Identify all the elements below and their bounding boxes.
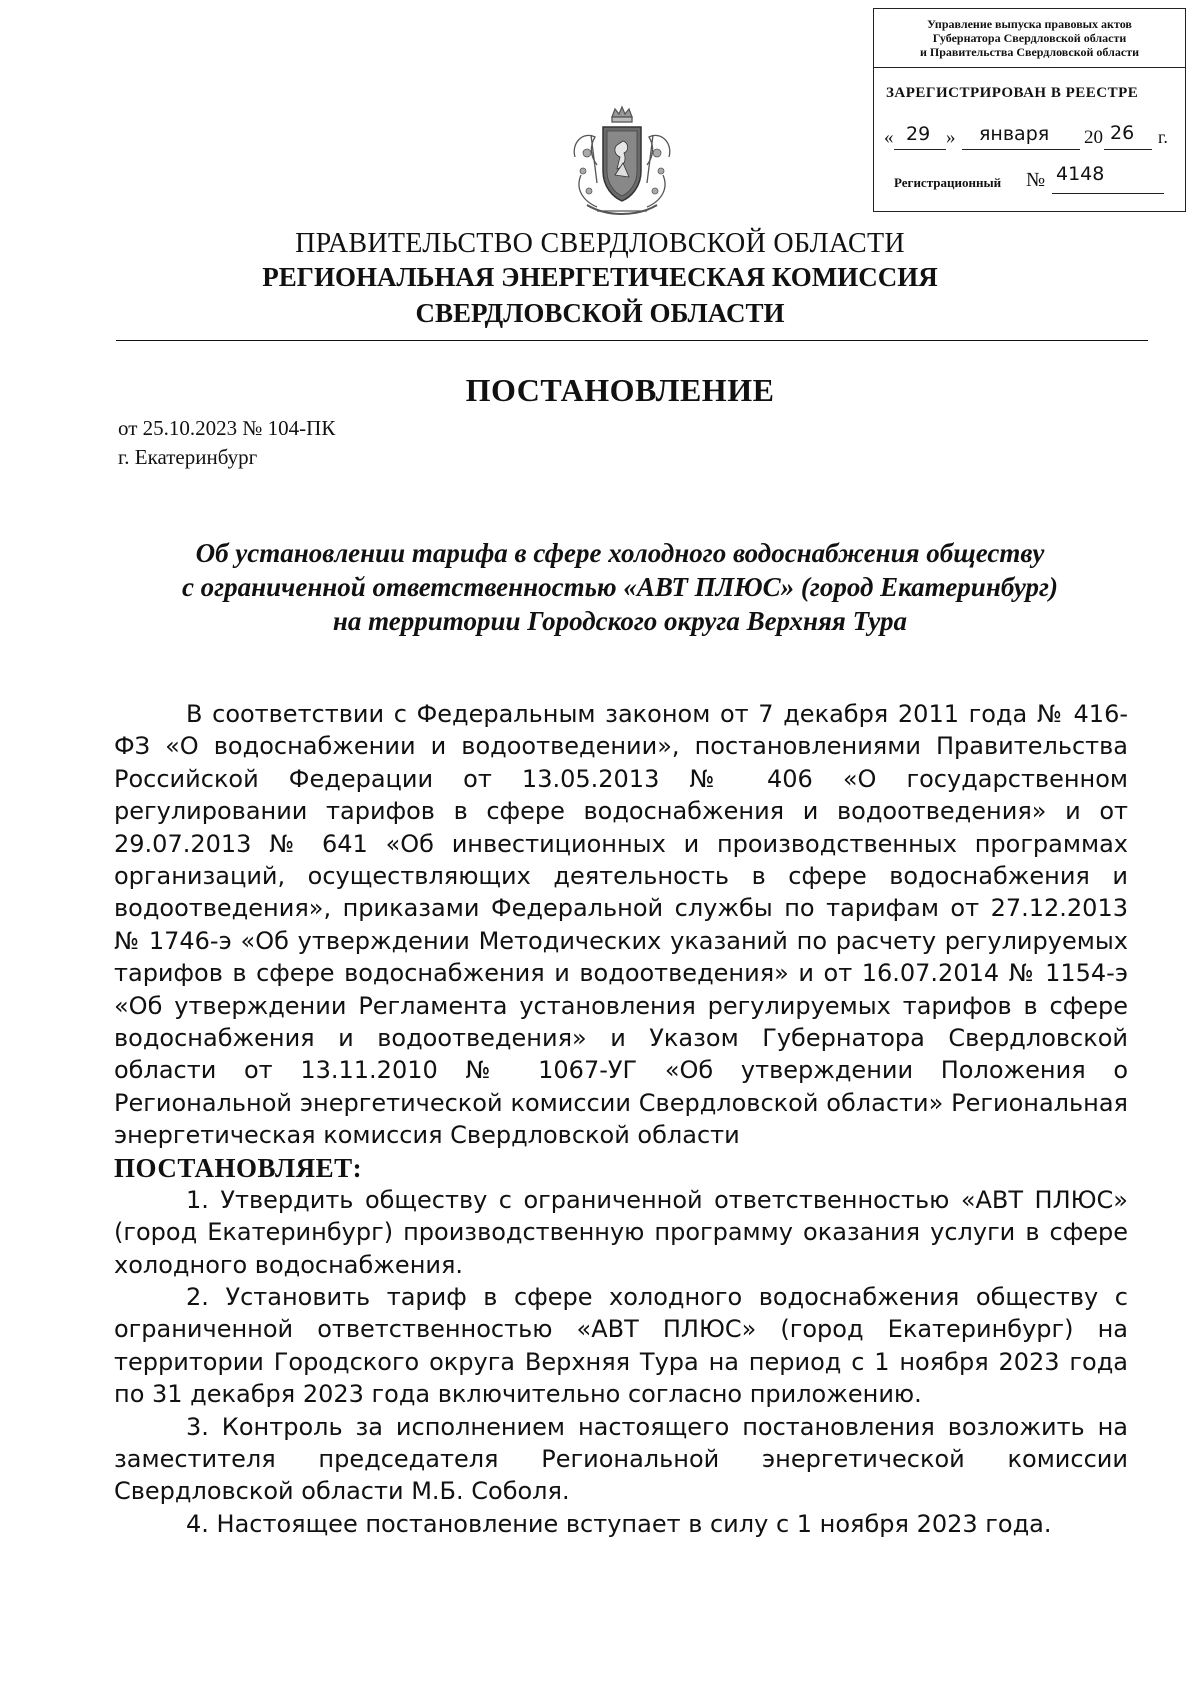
stamp-registration-number: [894, 163, 1184, 199]
document-body: [114, 698, 1128, 1540]
decree-item: 3. Контроль за исполнением настоящего постановления возложить на заместителя председателя Региональной энергетической комиссии Свердловской области М.Б. Соболя.: [114, 1412, 1128, 1506]
decree-item: 4. Настоящее постановление вступает в силу с 1 ноября 2023 года.: [186, 1509, 1052, 1538]
government-title: ПРАВИТЕЛЬСТВО СВЕРДЛОВСКОЙ ОБЛАСТИ: [295, 228, 905, 259]
stamp-date-year-prefix: 20: [1084, 127, 1103, 148]
coat-of-arms-icon: [567, 105, 677, 225]
decree-item: 1. Утвердить обществу с ограниченной ответственностью «АВТ ПЛЮС» (город Екатеринбург) производственную программу оказания услуги в сфере холодного водоснабжения.: [114, 1185, 1128, 1279]
subject-line: Об установлении тарифа в сфере холодного водоснабжения обществу: [195, 538, 1045, 568]
stamp-header-line: Управление выпуска правовых актов: [927, 17, 1132, 31]
stamp-date-close-quote: »: [946, 127, 956, 148]
stamp-header: [874, 9, 1185, 68]
stamp-reg-label: Регистрационный: [894, 175, 1002, 190]
stamp-num-sign: №: [1026, 169, 1046, 191]
stamp-registered-label: ЗАРЕГИСТРИРОВАН В РЕЕСТРЕ: [886, 85, 1139, 101]
commission-title: РЕГИОНАЛЬНАЯ ЭНЕРГЕТИЧЕСКАЯ КОМИССИЯ: [262, 262, 938, 292]
subject-line: с ограниченной ответственностью «АВТ ПЛЮС» (город Екатеринбург): [181, 572, 1059, 602]
document-date-number: от 25.10.2023 № 104-ПК: [118, 416, 336, 440]
stamp-date-day: 29: [906, 123, 931, 145]
decree-heading: ПОСТАНОВЛЯЕТ:: [114, 1152, 363, 1183]
stamp-reg-number: 4148: [1056, 163, 1105, 185]
stamp-date-open-quote: «: [884, 127, 894, 148]
stamp-date-year-suffix: 26: [1110, 122, 1135, 144]
document-city: г. Екатеринбург: [118, 445, 258, 469]
decree-item: 2. Установить тариф в сфере холодного водоснабжения обществу с ограниченной ответственностью «АВТ ПЛЮС» (город Екатеринбург) на территории Городского округа Верхняя Тура на период с 1 ноября 2023 года по 31 декабря 2023 года включительно согласно приложению.: [114, 1282, 1128, 1409]
stamp-date-month: января: [979, 123, 1050, 145]
region-title: СВЕРДЛОВСКОЙ ОБЛАСТИ: [415, 298, 785, 328]
document-type: ПОСТАНОВЛЕНИЕ: [465, 372, 775, 408]
registration-stamp: [873, 8, 1186, 212]
stamp-header-line: Губернатора Свердловской области: [932, 31, 1127, 45]
document-subject: [120, 536, 1120, 638]
stamp-date: [884, 122, 1179, 151]
subject-line: на территории Городского округа Верхняя Тура: [332, 606, 908, 636]
stamp-header-line: и Правительства Свердловской области: [920, 45, 1139, 59]
header-divider: [116, 340, 1148, 341]
preamble-paragraph: В соответствии с Федеральным законом от 7 декабря 2011 года № 416-ФЗ «О водоснабжении и водоотведении», постановлениями Правительства Российской Федерации от 13.05.2013 № 406 «О государственном регулировании тарифов в сфере водоснабжения и водоотведения» и от 29.07.2013 № 641 «Об инвестиционных и производственных программах организаций, осуществляющих деятельность в сфере водоснабжения и водоотведения», приказами Федеральной службы по тарифам от 27.12.2013 № 1746-э «Об утверждении Методических указаний по расчету регулируемых тарифов в сфере водоснабжения и водоотведения» и от 16.07.2014 № 1154-э «Об утверждении Регламента установления регулируемых тарифов в сфере водоснабжения и водоотведения» и Указом Губернатора Свердловской области от 13.11.2010 № 1067-УГ «Об утверждении Положения о Региональной энергетической комиссии Свердловской области» Региональная энергетическая комиссия Свердловской области: [114, 700, 1128, 1150]
stamp-date-year-mark: г.: [1158, 127, 1168, 147]
